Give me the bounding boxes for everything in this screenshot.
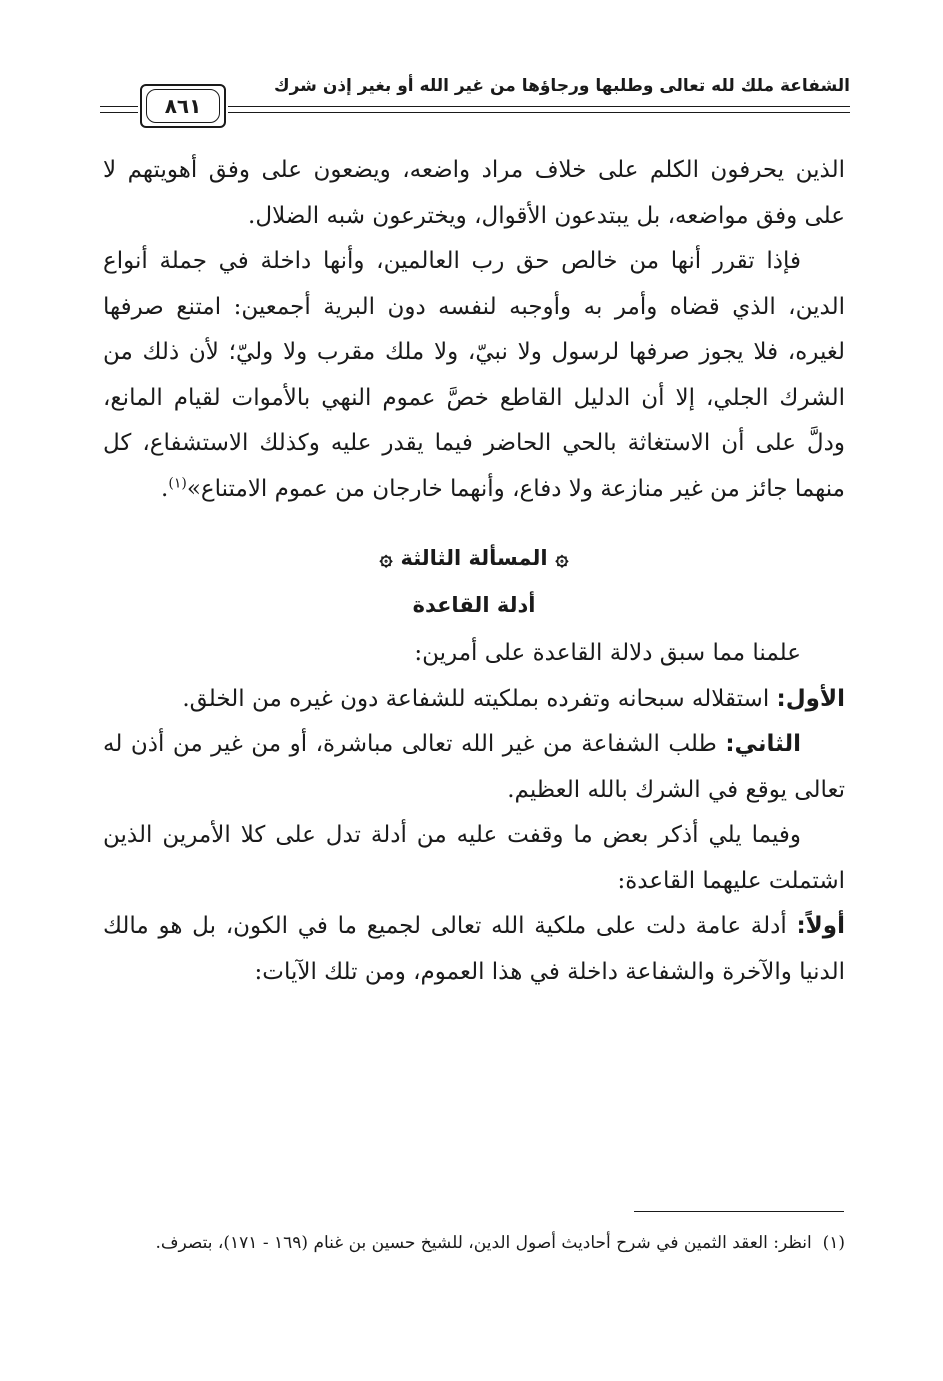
running-title: الشفاعة ملك لله تعالى وطلبها ورجاؤها من غير الله أو بغير إذن شرك	[274, 76, 850, 96]
footnote	[103, 1226, 845, 1260]
paragraph-2	[103, 239, 845, 512]
page-number: ٨٦١	[146, 89, 220, 123]
footnote-reference[interactable]: (١)	[168, 474, 187, 491]
paragraph-2-end: .	[161, 475, 169, 502]
paragraph-3: علمنا مما سبق دلالة القاعدة على أمرين:	[414, 640, 801, 666]
footnote-separator	[634, 1211, 844, 1212]
paragraph-5	[103, 722, 845, 813]
paragraph-7-text: أدلة عامة دلت على ملكية الله تعالى لجميع ما في الكون، بل هو مالك الدنيا والآخرة والشفاعة داخلة في هذا العموم، ومن تلك الآيات:	[103, 913, 845, 985]
paragraph-5-text: طلب الشفاعة من غير الله تعالى مباشرة، أو من غير من أذن له تعالى يوقع في الشرك بالله العظيم.	[103, 731, 845, 803]
footnote-marker: (١)	[822, 1233, 845, 1253]
paragraph-2-text: فإذا تقرر أنها من خالص حق رب العالمين، وأنها داخلة في جملة أنواع الدين، الذي قضاه وأمر به وأوجبه لنفسه دون البرية أجمعين: امتنع صرفها لغيره، فلا يجوز صرفها لرسول ولا نبيّ، ولا ملك مقرب ولا وليّ؛ لأن ذلك من الشرك الجلي، إلا أن الدليل القاطع خصَّ عموم النهي بالأموات لقيام المانع، ودلَّ على أن الاستغاثة بالحي الحاضر فيما يقدر عليه وكذلك الاستشفاع، كل منهما جائز من غير منازعة ولا دفاع، وأنهما خارجان من عموم الامتناع»	[103, 248, 845, 502]
paragraph-1: الذين يحرفون الكلم على خلاف مراد واضعه، ويضعون على وفق أهويتهم لا على وفق مواضعه، بل يبتدعون الأقوال، ويخترعون شبه الضلال.	[103, 157, 845, 229]
ornament-left-icon: ۞	[379, 546, 393, 571]
ornament-right-icon: ۞	[555, 546, 569, 571]
paragraph-7	[103, 904, 845, 995]
section-heading-text: المسألة الثالثة	[400, 546, 548, 570]
footnote-text: انظر: العقد الثمين في شرح أحاديث أصول الدين، للشيخ حسين بن غنام (١٦٩ - ١٧١)، بتصرف.	[155, 1233, 812, 1253]
paragraph-4	[103, 677, 845, 723]
section-heading	[103, 538, 845, 579]
paragraph-7-label: أولاً:	[796, 913, 845, 939]
paragraph-6: وفيما يلي أذكر بعض ما وقفت عليه من أدلة تدل على كلا الأمرين الذين اشتملت عليهما القاعدة:	[103, 822, 845, 894]
page-number-frame	[140, 84, 226, 128]
paragraph-4-label: الأول:	[776, 685, 845, 712]
main-text	[103, 148, 845, 995]
header-rule-left	[100, 106, 138, 113]
page-header	[100, 62, 850, 142]
paragraph-5-label: الثاني:	[725, 731, 802, 757]
header-rule	[228, 106, 850, 113]
sub-heading: أدلة القاعدة	[412, 593, 536, 617]
paragraph-4-text: استقلاله سبحانه وتفرده بملكيته للشفاعة دون غيره من الخلق.	[182, 685, 770, 712]
